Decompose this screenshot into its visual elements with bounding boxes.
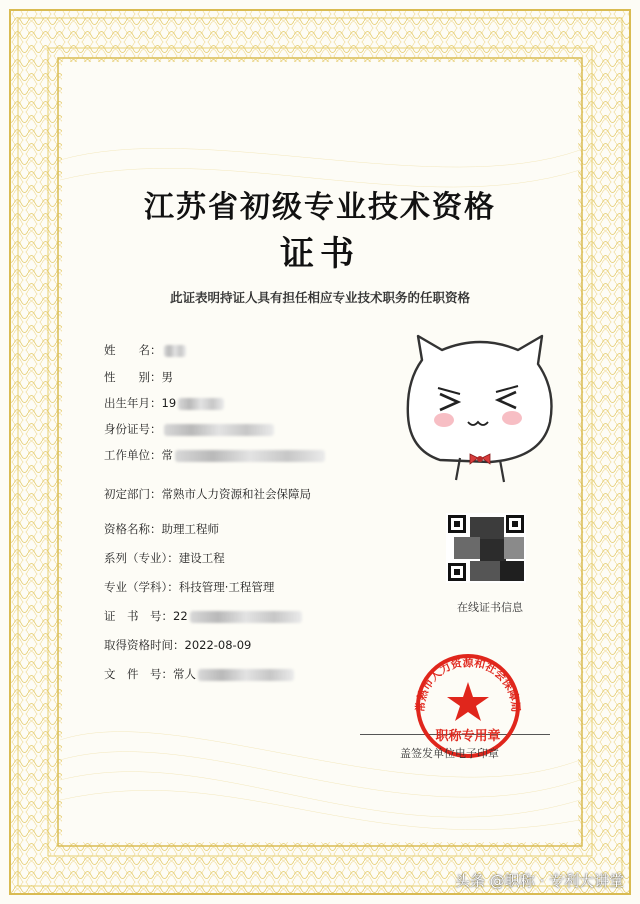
field-id-number: [104, 421, 274, 437]
field-value: 19: [162, 395, 225, 411]
certificate-title: 江苏省初级专业技术资格: [144, 190, 496, 225]
field-value: 2022-08-09: [184, 638, 252, 652]
certificate-title-line2: 证书: [280, 234, 360, 274]
redaction-blur: [164, 345, 186, 357]
redaction-blur: [175, 450, 325, 462]
field-gender: [104, 369, 173, 385]
field-value: 常熟市人力资源和社会保障局: [161, 487, 311, 501]
redaction-blur: [164, 424, 274, 436]
field-label: 工作单位：: [104, 448, 162, 462]
field-initial-department: [104, 486, 311, 502]
field-employer: [104, 447, 325, 463]
field-label: 身份证号：: [104, 422, 162, 436]
field-label: 系列（专业）：: [104, 551, 179, 565]
field-label: 取得资格时间：: [104, 638, 185, 652]
field-obtained-date: [104, 637, 251, 653]
field-series: [104, 550, 225, 566]
field-value: 男: [161, 370, 173, 384]
field-name: [104, 342, 186, 358]
field-label: 专业（学科）：: [104, 580, 179, 594]
field-label: 出生年月：: [104, 396, 162, 410]
qr-caption: 在线证书信息: [457, 601, 523, 614]
field-specialty: [104, 579, 274, 595]
svg-text:职称专用章: 职称专用章: [435, 729, 501, 744]
field-value: 常: [162, 447, 326, 463]
field-label: 证 书 号：: [104, 609, 173, 623]
cat-sticker-image: [400, 330, 560, 490]
field-birth: [104, 395, 224, 411]
seal-caption: 盖签发单位电子印章: [400, 747, 499, 760]
field-cert-number: [104, 608, 302, 624]
certificate-subtitle: 此证表明持证人具有担任相应专业技术职务的任职资格: [169, 290, 470, 305]
field-label: 姓 名：: [104, 343, 162, 357]
field-value: 建设工程: [178, 551, 225, 565]
redaction-blur: [178, 398, 224, 410]
field-value: 常人: [173, 666, 294, 682]
watermark-text: 头条 @职称 · 专利大讲堂: [454, 872, 624, 890]
redaction-blur: [190, 611, 302, 623]
field-value: 助理工程师: [161, 522, 219, 536]
field-label: 初定部门：: [104, 487, 162, 501]
field-value: 科技管理·工程管理: [178, 580, 275, 594]
field-document-number: [104, 666, 294, 682]
svg-text:常熟市人力资源和社会保障局: 常熟市人力资源和社会保障局: [413, 656, 523, 713]
field-value: [162, 421, 274, 437]
field-label: 资格名称：: [104, 522, 162, 536]
field-value: 22: [173, 608, 302, 624]
redaction-blur: [198, 669, 294, 681]
qr-code-image: [446, 513, 526, 583]
field-value: [162, 342, 186, 358]
official-seal: [408, 648, 528, 758]
field-label: 文 件 号：: [104, 667, 173, 681]
field-qualification-name: [104, 521, 219, 537]
field-label: 性 别：: [104, 370, 162, 384]
